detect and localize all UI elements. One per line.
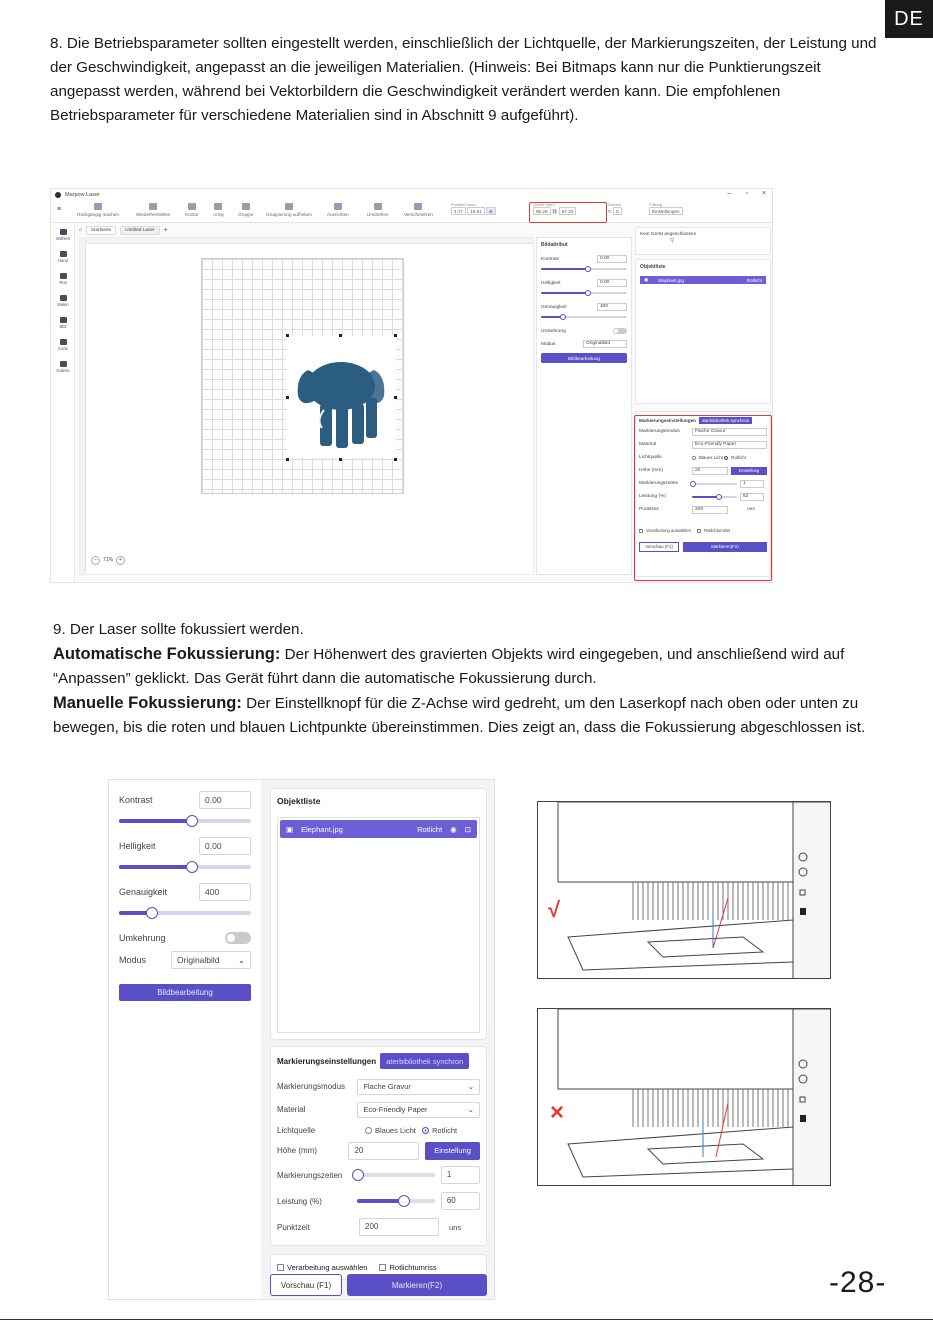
right-panel-large xyxy=(270,788,487,1298)
window-controls xyxy=(728,190,766,197)
invert-toggle-large[interactable] xyxy=(225,932,251,944)
image-icon xyxy=(60,317,67,323)
home-icon[interactable]: ⌂ xyxy=(79,227,82,233)
tool-select[interactable]: Wählen xyxy=(53,229,73,241)
image-edit-button[interactable]: Bildbearbeitung xyxy=(541,353,627,363)
selection-handle[interactable] xyxy=(394,396,397,399)
group-button[interactable]: Gruppe xyxy=(238,203,253,217)
unlock-icon[interactable]: ⊡ xyxy=(464,824,471,834)
object-list xyxy=(277,817,480,1033)
selection-handle[interactable] xyxy=(394,458,397,461)
ungroup-icon xyxy=(285,203,293,210)
zoom-level: 71% xyxy=(103,557,114,563)
size-highlight xyxy=(529,202,607,223)
selection-handle[interactable] xyxy=(394,334,397,337)
step9-intro: 9. Der Laser sollte fokussiert werden. xyxy=(53,621,304,638)
gallery-icon xyxy=(60,361,67,367)
power-slider[interactable] xyxy=(357,1195,435,1207)
contour-icon xyxy=(188,203,196,210)
tool-text[interactable]: Text xyxy=(53,273,73,285)
wrong-mark: × xyxy=(550,1099,565,1126)
power-input[interactable]: 60 xyxy=(441,1192,480,1210)
invert-toggle[interactable] xyxy=(613,328,627,334)
ungroup-button[interactable]: Gruppierung aufheben xyxy=(266,203,312,217)
material-select-small[interactable]: Eco-Friendly Paper xyxy=(692,441,767,449)
mode-select-large[interactable]: Originalbild ⌄ xyxy=(171,951,251,969)
focus-wrong-illustration xyxy=(537,1008,831,1186)
app-logo-icon xyxy=(55,192,61,198)
maximize-icon[interactable]: ▫ xyxy=(745,190,748,197)
tab-untitled[interactable]: Untitled Laser xyxy=(120,226,160,235)
tool-image[interactable]: Bild xyxy=(53,317,73,329)
properties-heading: Bildattribut xyxy=(541,242,568,248)
object-list-item[interactable]: ▣ Elephant.jpg Rotlicht xyxy=(640,276,766,284)
height-input-small[interactable]: 20 xyxy=(692,467,728,475)
minimize-icon[interactable]: – xyxy=(727,190,732,197)
tool-code[interactable]: Code xyxy=(53,339,73,351)
object-list-card-large: Objektliste ▣ Elephant.jpg Rotlicht ◉ ⊡ xyxy=(270,788,487,1040)
contrast-slider[interactable] xyxy=(541,266,627,272)
brightness-input-large[interactable]: 0.00 xyxy=(199,837,251,855)
eye-icon[interactable]: ◉ xyxy=(450,824,457,834)
add-tab-icon[interactable]: + xyxy=(163,226,168,234)
redo-button[interactable]: Wiederherstellen xyxy=(136,203,170,217)
dot-time-input[interactable]: 200 xyxy=(359,1218,439,1236)
app-title: Marpow Laser xyxy=(65,192,100,198)
toolbar xyxy=(51,201,772,223)
image-edit-button-large[interactable]: Bildbearbeitung xyxy=(119,984,251,1001)
undo-icon xyxy=(94,203,102,210)
dot-time-input-small[interactable]: 200 xyxy=(692,506,728,514)
mark-button[interactable]: Markieren(F2) xyxy=(347,1274,487,1296)
chevron-down-icon: ⌄ xyxy=(237,954,245,965)
processing-options: Verarbeitung auswählen Rotlichtumriss xyxy=(270,1254,487,1280)
size-w-input[interactable]: 85.28 xyxy=(533,207,551,215)
power-input-small[interactable]: 62 xyxy=(740,493,764,501)
cursor-icon xyxy=(60,229,67,235)
marking-times-input[interactable]: 1 xyxy=(441,1166,480,1184)
selection-handle[interactable] xyxy=(339,334,342,337)
contrast-input[interactable]: 0.00 xyxy=(597,255,627,263)
image-attributes-panel: Kontrast 0.00 Helligkeit 0.00 Genauigkeit 400 Umkehrung Modus Originalbild ⌄ Bildbearbeitung xyxy=(109,780,261,1300)
page-number: -28- xyxy=(829,1266,887,1299)
preview-button[interactable]: Vorschau (F1) xyxy=(270,1274,342,1296)
tool-gallery[interactable]: Galerie xyxy=(53,361,73,373)
redo-icon xyxy=(149,203,157,210)
undo-button[interactable]: Rückgängig machen xyxy=(77,203,119,217)
image-object[interactable] xyxy=(286,336,396,458)
title-bar xyxy=(51,189,772,201)
accuracy-input-large[interactable]: 400 xyxy=(199,883,251,901)
tab-start[interactable]: Startseite xyxy=(86,226,116,235)
device-link-icon[interactable]: ⚲ xyxy=(670,238,675,244)
qr-code-icon xyxy=(60,339,67,345)
focus-correct-illustration xyxy=(537,801,831,979)
flip-icon xyxy=(374,203,382,210)
height-adjust-button[interactable]: Einstellung xyxy=(425,1142,480,1160)
brightness-slider-large[interactable] xyxy=(119,860,251,872)
step9-section xyxy=(53,618,883,740)
close-icon[interactable]: × xyxy=(761,190,766,197)
align-icon xyxy=(334,203,342,210)
contrast-input-large[interactable]: 0.00 xyxy=(199,791,251,809)
red-outline-checkbox[interactable] xyxy=(379,1264,386,1271)
marking-mode-select[interactable]: Flache Gravur ⌄ xyxy=(357,1079,480,1095)
contrast-slider-large[interactable] xyxy=(119,814,251,826)
selection-handle[interactable] xyxy=(339,458,342,461)
height-adjust-button-small[interactable]: Einstellung xyxy=(731,467,767,475)
lock-icon[interactable]: ⊕ xyxy=(486,207,496,215)
group-icon xyxy=(242,203,250,210)
pos-x-input[interactable]: 4.77 xyxy=(451,207,466,215)
marking-settings-highlight xyxy=(634,415,772,581)
language-badge: DE xyxy=(885,0,933,38)
elephant-image xyxy=(286,336,396,458)
selection-handle[interactable] xyxy=(286,396,289,399)
ruler-vertical xyxy=(80,238,86,574)
accuracy-input[interactable]: 400 xyxy=(597,303,627,311)
correct-mark: √ xyxy=(548,897,561,922)
object-list-item-large[interactable]: ▣ Elephant.jpg Rotlicht ◉ ⊡ xyxy=(280,820,477,838)
brightness-input[interactable]: 0.00 xyxy=(597,279,627,287)
canvas[interactable] xyxy=(79,237,534,575)
left-toolbar xyxy=(51,223,75,583)
zoom-out-icon[interactable]: − xyxy=(91,556,100,565)
tab-sync-library[interactable]: aterbibliothek synchron xyxy=(380,1053,469,1069)
marking-settings-card-small: Markierungseinstellungen aterbibliothek synchron Markierungsmodus Flache Gravur Material Eco-Friendly Paper Lichtquelle Blaues Licht Rotlicht Höhe (mm) 20 Einstellung Markierungszeiten 1 Leistung (%) 62 Punktzeit 200 uns Verarbeitung auswählen Rotlichtumriss Vorschau (F1) Markieren(F2) xyxy=(635,411,771,577)
blue-light-radio[interactable] xyxy=(365,1127,372,1134)
rotate-group: Drehen ↻ 0 xyxy=(608,202,622,214)
auto-focus-heading: Automatische Fokussierung: xyxy=(53,645,281,663)
selection-handle[interactable] xyxy=(286,334,289,337)
ruler-horizontal xyxy=(80,238,533,244)
app-screenshot xyxy=(50,188,773,583)
align-button[interactable]: Ausrichten xyxy=(327,203,349,217)
accuracy-slider[interactable] xyxy=(541,314,627,320)
red-light-radio[interactable] xyxy=(422,1127,429,1134)
hand-icon xyxy=(60,251,67,257)
zoom-in-icon[interactable]: + xyxy=(116,556,125,565)
fill-settings[interactable]: Einstellungen xyxy=(649,207,683,215)
manual-focus-paragraph: Manuelle Fokussierung: Der Einstellknopf für die Z-Achse wird gedreht, um den Laserkopf nach oben oder unten zu bewegen, bis die roten und blauen Lichtpunkte übereinstimmen. Dies zeigt an, dass die Fokussierung abgeschlossen ist. xyxy=(53,694,866,736)
mode-select[interactable]: Originalbild xyxy=(583,340,627,348)
merge-button[interactable]: Verschmelzen xyxy=(404,203,433,217)
tool-hand[interactable]: Hand xyxy=(53,251,73,263)
contour-button[interactable]: Kontur xyxy=(185,203,199,217)
rotate-input[interactable]: 0 xyxy=(613,207,622,215)
position-group: Position (mm) 4.77 16.81 ⊕ xyxy=(451,202,496,214)
link-icon[interactable]: ⛓ xyxy=(551,209,558,214)
height-input[interactable]: 20 xyxy=(348,1142,419,1160)
image-file-icon: ▣ xyxy=(286,824,294,834)
menu-icon[interactable]: ≡ xyxy=(57,206,62,213)
flip-button[interactable]: Umdrehen xyxy=(367,203,388,217)
marking-times-slider[interactable] xyxy=(357,1169,435,1181)
image-file-icon: ▣ xyxy=(644,277,649,282)
settings-zoom-screenshot xyxy=(108,779,495,1300)
step8-paragraph: 8. Die Betriebsparameter sollten eingestellt werden, einschließlich der Lichtquelle, der Markierungszeiten, der Leistung und der Geschwindigkeit, angepasst an die jeweiligen Materialien. (Hinweis: Bei Bitmaps kann nur die Punktierungszeit angepasst werden, während bei Vektorbildern die Geschwindigkeit verändert werden kann. Die empfohlenen Betriebsparameter für verschiedene Materialien sind in Abschnitt 9 aufgeführt). xyxy=(50,35,877,124)
chevron-down-icon: ⌄ xyxy=(467,1105,474,1114)
array-icon xyxy=(214,203,222,210)
tool-paint[interactable]: Malen xyxy=(53,295,73,307)
manual-focus-heading: Manuelle Fokussierung: xyxy=(53,694,242,712)
fill-group: Füllung Einstellungen xyxy=(649,202,683,214)
brightness-slider[interactable] xyxy=(541,290,627,296)
tab-marking-settings[interactable]: Markierungseinstellungen xyxy=(277,1056,377,1066)
auto-focus-paragraph: Automatische Fokussierung: Der Höhenwert des gravierten Objekts wird eingegeben, und anschließend wird auf “Anpassen” geklickt. Das Gerät führt dann die automatische Fokussierung durch. xyxy=(53,645,845,687)
text-icon xyxy=(60,273,67,279)
sync-library-tab[interactable]: aterbibliothek synchron xyxy=(699,417,752,424)
chevron-down-icon: ⌄ xyxy=(467,1082,474,1091)
size-h-input[interactable]: 97.33 xyxy=(559,207,577,215)
preview-button-small[interactable]: Vorschau (F1) xyxy=(639,542,679,552)
array-button[interactable]: Array xyxy=(213,203,224,217)
rotate-icon[interactable]: ↻ xyxy=(608,209,612,214)
zoom-control xyxy=(91,555,125,565)
pos-y-input[interactable]: 16.81 xyxy=(467,207,485,215)
laser-machine-drawing xyxy=(538,1009,831,1186)
laser-machine-drawing xyxy=(538,802,831,979)
merge-icon xyxy=(414,203,422,210)
times-input-small[interactable]: 1 xyxy=(740,480,764,488)
page-bottom-rule xyxy=(0,1319,933,1320)
mode-select-small[interactable]: Flache Gravur xyxy=(692,428,767,436)
marking-settings-card: Markierungseinstellungen aterbibliothek synchron Markierungsmodus Flache Gravur ⌄ Material Eco-Friendly Paper ⌄ Lichtquelle Blaues Licht Rotlicht Höhe (mm) 20 Einstellung Markierungszeiten 1 Leistung (%) 60 Punktzeit 200 uns xyxy=(270,1046,487,1246)
mark-button-small[interactable]: Markieren(F2) xyxy=(683,542,767,552)
accuracy-slider-large[interactable] xyxy=(119,906,251,918)
size-group: Größe (mm) 85.28 ⛓ 97.33 xyxy=(533,202,576,214)
object-list-card: Objektliste ▣ Elephant.jpg Rotlicht xyxy=(635,259,771,404)
document-tabs xyxy=(79,225,168,235)
device-status: Kein Gerät angeschlossen xyxy=(640,232,697,237)
brush-icon xyxy=(60,295,67,301)
device-card xyxy=(635,227,771,255)
selection-handle[interactable] xyxy=(286,458,289,461)
material-select[interactable]: Eco-Friendly Paper ⌄ xyxy=(357,1102,480,1118)
process-select-checkbox[interactable] xyxy=(277,1264,284,1271)
action-buttons xyxy=(270,1274,487,1298)
image-properties-panel: Bildattribut Kontrast 0.00 Helligkeit 0.00 Genauigkeit 400 Umkehrung Modus Originalbild Bildbearbeitung xyxy=(536,237,632,575)
